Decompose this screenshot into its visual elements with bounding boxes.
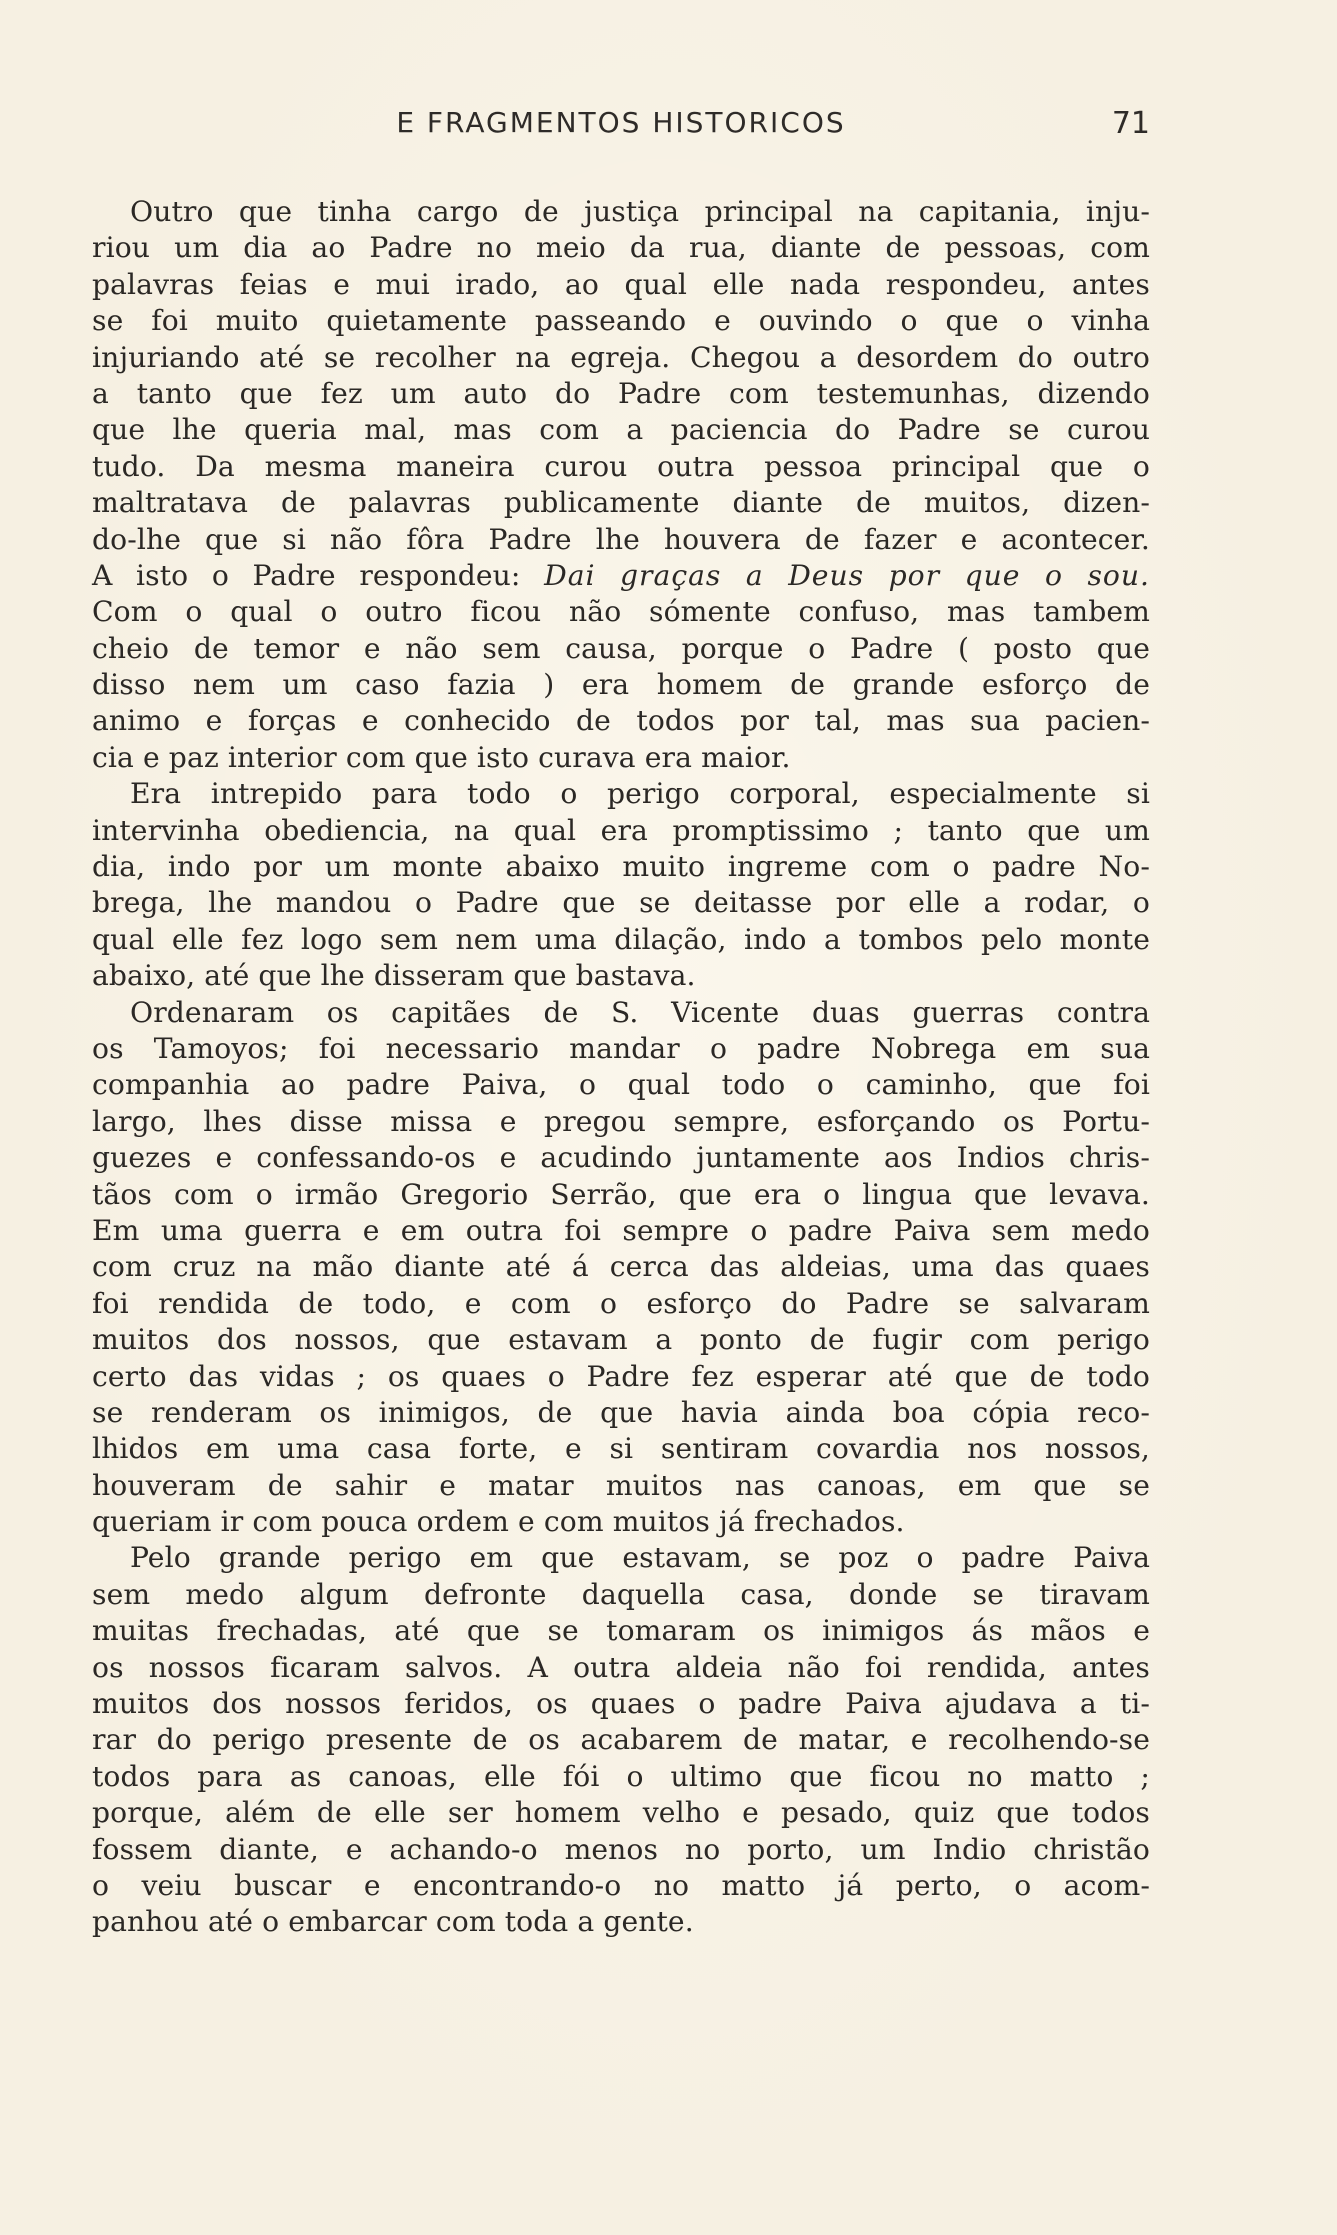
text-line-content: sem medo algum defronte daquella casa, donde se tiravam (92, 1577, 1150, 1611)
text-line-content: os nossos ficaram salvos. A outra aldeia não foi rendida, antes (92, 1650, 1150, 1684)
text-line (92, 776, 1150, 812)
text-line (92, 1140, 1150, 1176)
text-line (92, 958, 1150, 994)
text-line-content: abaixo, até que lhe disseram que bastava. (92, 959, 696, 993)
running-head-title: E FRAGMENTOS HISTORICOS (396, 106, 846, 139)
text-line (92, 1322, 1150, 1358)
text-line-content: Em uma guerra e em outra foi sempre o padre Paiva sem medo (92, 1213, 1150, 1247)
text-line (92, 1431, 1150, 1467)
text-line (92, 1067, 1150, 1103)
text-line (92, 1759, 1150, 1795)
running-head (92, 106, 1150, 146)
text-line-content: muitas frechadas, até que se tomaram os inimigos ás mãos e (92, 1614, 1150, 1648)
text-line (92, 449, 1150, 485)
page-number: 71 (1111, 106, 1150, 141)
text-line-content: companhia ao padre Paiva, o qual todo o caminho, que foi (92, 1068, 1150, 1102)
text-line (92, 303, 1150, 339)
text-line (92, 703, 1150, 739)
text-line (92, 376, 1150, 412)
text-line (92, 1213, 1150, 1249)
italic-quote: Dai graças a Deus por que o sou. (544, 558, 1150, 592)
text-line-content: disso nem um caso fazia ) era homem de grande esforço de (92, 668, 1150, 702)
text-line-content: palavras feias e mui irado, ao qual elle nada respondeu, antes (92, 267, 1150, 301)
text-line (92, 922, 1150, 958)
text-line (92, 1395, 1150, 1431)
text-line-content: A isto o Padre respondeu: (92, 558, 545, 592)
text-line-content: houveram de sahir e matar muitos nas canoas, em que se (92, 1468, 1150, 1502)
text-line-content: a tanto que fez um auto do Padre com testemunhas, dizendo (92, 376, 1150, 410)
text-line-content: dia, indo por um monte abaixo muito ingreme com o padre No- (92, 850, 1150, 884)
text-line (92, 1468, 1150, 1504)
text-line (92, 230, 1150, 266)
text-line (92, 558, 1150, 594)
text-line (92, 485, 1150, 521)
body-text (92, 194, 1150, 1941)
text-line-content: foi rendida de todo, e com o esforço do Padre se salvaram (92, 1286, 1150, 1320)
text-line-content: guezes e confessando-os e acudindo juntamente aos Indios chris- (92, 1141, 1150, 1175)
text-line (92, 1286, 1150, 1322)
text-line-content: muitos dos nossos, que estavam a ponto de fugir com perigo (92, 1323, 1150, 1357)
text-line-content: os Tamoyos; foi necessario mandar o padre Nobrega em sua (92, 1031, 1150, 1065)
text-line (92, 885, 1150, 921)
text-line (92, 849, 1150, 885)
text-line-content: queriam ir com pouca ordem e com muitos já frechados. (92, 1505, 905, 1539)
text-line (92, 1031, 1150, 1067)
text-line (92, 1868, 1150, 1904)
text-line (92, 1249, 1150, 1285)
text-line (92, 813, 1150, 849)
text-line-content: animo e forças e conhecido de todos por tal, mas sua pacien- (92, 704, 1150, 738)
text-line (92, 1577, 1150, 1613)
text-line-content: se renderam os inimigos, de que havia ainda boa cópia reco- (92, 1395, 1150, 1429)
text-line (92, 1104, 1150, 1140)
text-line-content: do-lhe que si não fôra Padre lhe houvera de fazer e acontecer. (92, 522, 1150, 556)
text-line-content: largo, lhes disse missa e pregou sempre, esforçando os Portu- (92, 1104, 1150, 1138)
text-line (92, 267, 1150, 303)
text-line (92, 1504, 1150, 1540)
text-line (92, 194, 1150, 230)
text-line (92, 1832, 1150, 1868)
text-line (92, 1540, 1150, 1576)
text-line (92, 1904, 1150, 1940)
text-line-content: intervinha obediencia, na qual era promptissimo ; tanto que um (92, 813, 1150, 847)
text-line-content: Pelo grande perigo em que estavam, se poz o padre Paiva (130, 1541, 1150, 1575)
text-line-content: com cruz na mão diante até á cerca das aldeias, uma das quaes (92, 1250, 1150, 1284)
text-line-content: Outro que tinha cargo de justiça principal na capitania, inju- (130, 195, 1150, 228)
text-line (92, 1359, 1150, 1395)
text-line-content: muitos dos nossos feridos, os quaes o padre Paiva ajudava a ti- (92, 1687, 1150, 1721)
text-line (92, 1722, 1150, 1758)
text-line (92, 667, 1150, 703)
text-line-content: riou um dia ao Padre no meio da rua, diante de pessoas, com (92, 231, 1150, 265)
text-line-content: cia e paz interior com que isto curava era maior. (92, 740, 791, 774)
text-line-content: rar do perigo presente de os acabarem de matar, e recolhendo-se (92, 1723, 1150, 1757)
text-line-content: lhidos em uma casa forte, e si sentiram covardia nos nossos, (92, 1432, 1150, 1466)
text-line-content: qual elle fez logo sem nem uma dilação, indo a tombos pelo monte (92, 922, 1150, 956)
text-line-content: que lhe queria mal, mas com a paciencia do Padre se curou (92, 413, 1150, 447)
text-line (92, 340, 1150, 376)
text-line (92, 412, 1150, 448)
text-line (92, 1795, 1150, 1831)
text-line-content: tudo. Da mesma maneira curou outra pessoa principal que o (92, 449, 1150, 483)
text-line-content: Ordenaram os capitães de S. Vicente duas guerras contra (130, 995, 1150, 1029)
text-line-content: se foi muito quietamente passeando e ouvindo o que o vinha (92, 304, 1150, 338)
text-line-content: panhou até o embarcar com toda a gente. (92, 1905, 694, 1939)
text-line (92, 1650, 1150, 1686)
text-line (92, 1686, 1150, 1722)
text-line (92, 1613, 1150, 1649)
text-line (92, 1177, 1150, 1213)
text-line-content: Com o qual o outro ficou não sómente confuso, mas tambem (92, 595, 1150, 629)
text-line-content: porque, além de elle ser homem velho e pesado, quiz que todos (92, 1796, 1150, 1830)
text-line (92, 740, 1150, 776)
text-line-content: injuriando até se recolher na egreja. Chegou a desordem do outro (92, 340, 1150, 374)
text-line-content: maltratava de palavras publicamente diante de muitos, dizen- (92, 486, 1150, 520)
text-line-content: fossem diante, e achando-o menos no porto, um Indio christão (92, 1832, 1150, 1866)
text-line-content: cheio de temor e não sem causa, porque o Padre ( posto que (92, 631, 1150, 665)
text-line-content: todos para as canoas, elle fói o ultimo que ficou no matto ; (92, 1759, 1150, 1793)
text-line (92, 631, 1150, 667)
text-line-content: certo das vidas ; os quaes o Padre fez esperar até que de todo (92, 1359, 1150, 1393)
text-line (92, 594, 1150, 630)
text-line-content: o veiu buscar e encontrando-o no matto já perto, o acom- (92, 1868, 1150, 1902)
text-line-content: tãos com o irmão Gregorio Serrão, que era o lingua que levava. (92, 1177, 1150, 1211)
text-line (92, 522, 1150, 558)
text-line-content: Era intrepido para todo o perigo corporal, especialmente si (130, 777, 1150, 811)
text-line (92, 995, 1150, 1031)
text-line-content: brega, lhe mandou o Padre que se deitasse por elle a rodar, o (92, 886, 1150, 920)
